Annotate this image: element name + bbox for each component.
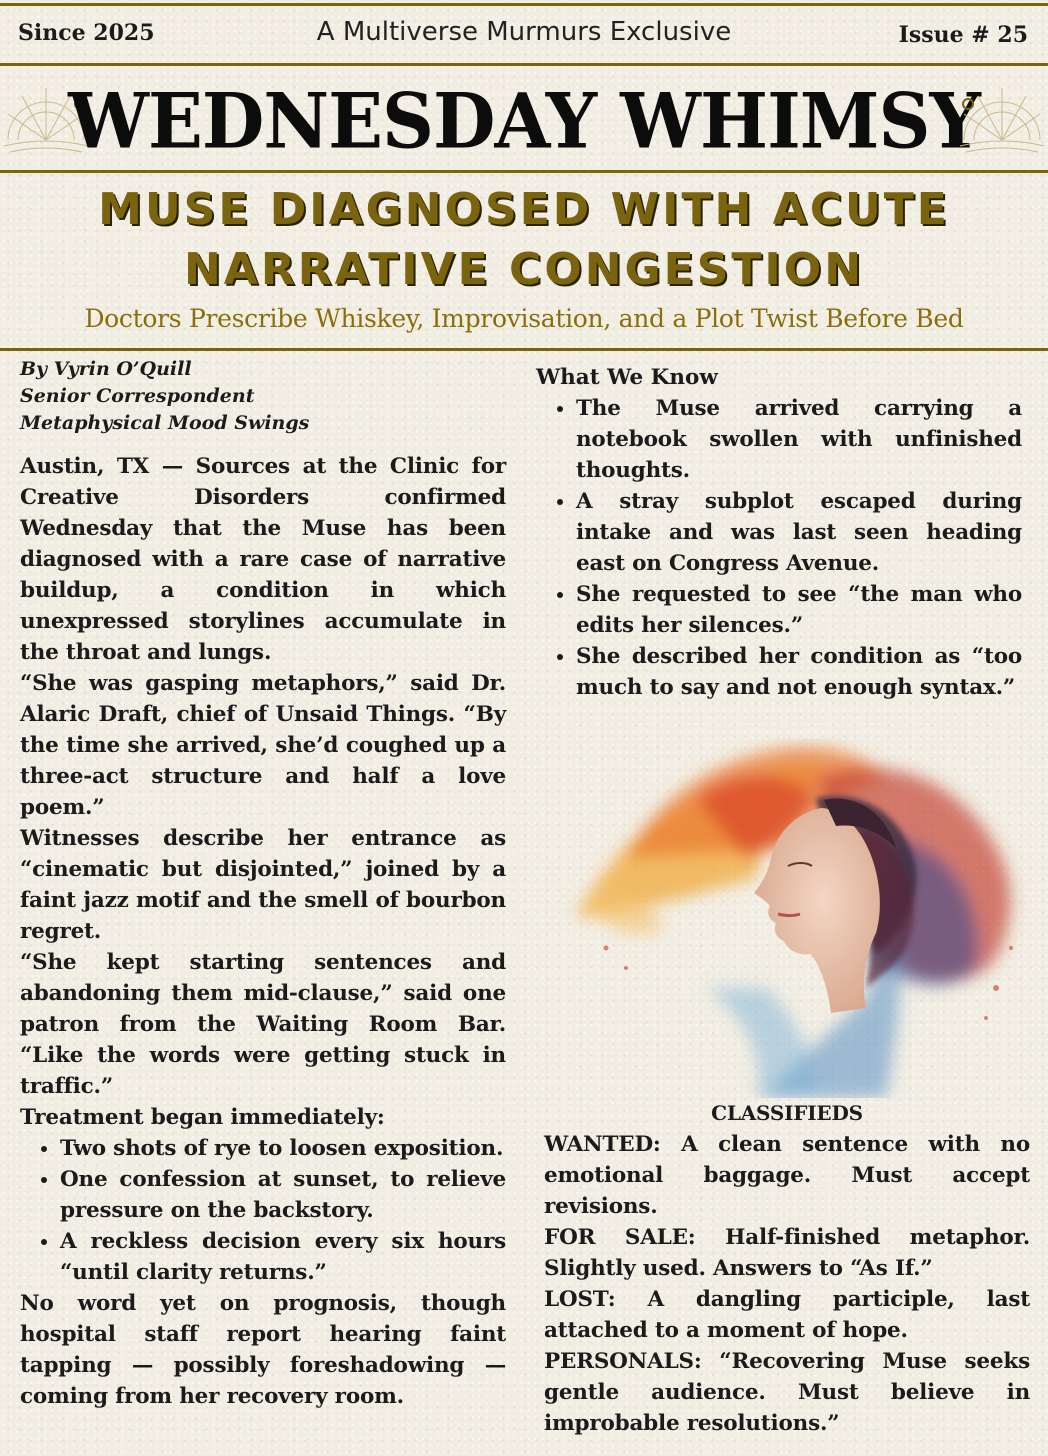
article-paragraph: Witnesses describe her entrance as “cinematic but disjointed,” joined by a faint jazz motif and the smell of bourbon regret.	[20, 826, 506, 944]
masthead-title: WEDNESDAY WHIMSY	[68, 75, 980, 166]
muse-watercolor-illustration	[566, 738, 1030, 1098]
article-body	[20, 451, 506, 1412]
since-label: Since 2025	[18, 20, 155, 46]
byline-author: By Vyrin O’Quill	[20, 358, 192, 380]
byline	[20, 356, 506, 437]
header-bar	[0, 14, 1048, 60]
headline-line-1: MUSE DIAGNOSED WITH ACUTE	[98, 184, 950, 235]
list-item: • The Muse arrived carrying a notebook swollen with unfinished thoughts.	[576, 393, 1022, 486]
classified-ad: LOST: A dangling participle, last attached to a moment of hope.	[544, 1287, 1030, 1343]
byline-section: Metaphysical Mood Swings	[20, 412, 310, 434]
article-paragraph: No word yet on prognosis, though hospital staff report hearing faint tapping — possibly foreshadowing — coming from her recovery room.	[20, 1291, 506, 1409]
list-item: • A reckless decision every six hours “until clarity returns.”	[60, 1226, 506, 1288]
list-item: • Two shots of rye to loosen exposition.	[60, 1133, 506, 1164]
what-we-know-list	[536, 393, 1022, 703]
what-we-know	[536, 362, 1022, 703]
article-paragraph: “She kept starting sentences and abandoning them mid-clause,” said one patron from the Waiting Room Bar. “Like the words were getting stuck in traffic.”	[20, 950, 506, 1099]
sunburst-icon	[958, 80, 1048, 160]
issue-number: Issue # 25	[898, 22, 1028, 48]
exclusive-label: A Multiverse Murmurs Exclusive	[316, 17, 732, 47]
list-item: • She requested to see “the man who edits her silences.”	[576, 579, 1022, 641]
classified-ad: FOR SALE: Half-finished metaphor. Slightly used. Answers to “As If.”	[544, 1225, 1030, 1281]
what-we-know-title: What We Know	[536, 365, 718, 390]
article-paragraph: “She was gasping metaphors,” said Dr. Alaric Draft, chief of Unsaid Things. “By the time she arrived, she’d coughed up a three-act structure and half a love poem.”	[20, 671, 506, 820]
article-paragraph: Treatment began immediately:	[20, 1105, 385, 1130]
classified-ad: WANTED: A clean sentence with no emotional baggage. Must accept revisions.	[544, 1132, 1030, 1219]
headline	[0, 180, 1048, 300]
main-article	[20, 356, 506, 1412]
list-item: • She described her condition as “too much to say and not enough syntax.”	[576, 641, 1022, 703]
subheadline: Doctors Prescribe Whiskey, Improvisation, and a Plot Twist Before Bed	[84, 304, 964, 333]
classifieds-title: CLASSIFIEDS	[711, 1101, 863, 1125]
section-rule	[0, 348, 1048, 351]
article-paragraph: Austin, TX — Sources at the Clinic for Creative Disorders confirmed Wednesday that the Muse has been diagnosed with a rare case of narrative buildup, a condition in which unexpressed storylines accumulate in the throat and lungs.	[20, 454, 506, 665]
headline-line-2: NARRATIVE CONGESTION	[183, 244, 865, 295]
list-item: • One confession at sunset, to relieve pressure on the backstory.	[60, 1164, 506, 1226]
masthead-rule	[0, 170, 1048, 173]
list-item: • A stray subplot escaped during intake and was last seen heading east on Congress Avenue.	[576, 486, 1022, 579]
classifieds	[544, 1098, 1030, 1439]
header-rule	[0, 63, 1048, 66]
top-rule	[0, 3, 1048, 6]
byline-role: Senior Correspondent	[20, 385, 255, 407]
masthead	[0, 72, 1048, 170]
treatment-list	[20, 1133, 506, 1288]
classified-ad: PERSONALS: “Recovering Muse seeks gentle audience. Must believe in improbable resolutions.”	[544, 1349, 1030, 1436]
